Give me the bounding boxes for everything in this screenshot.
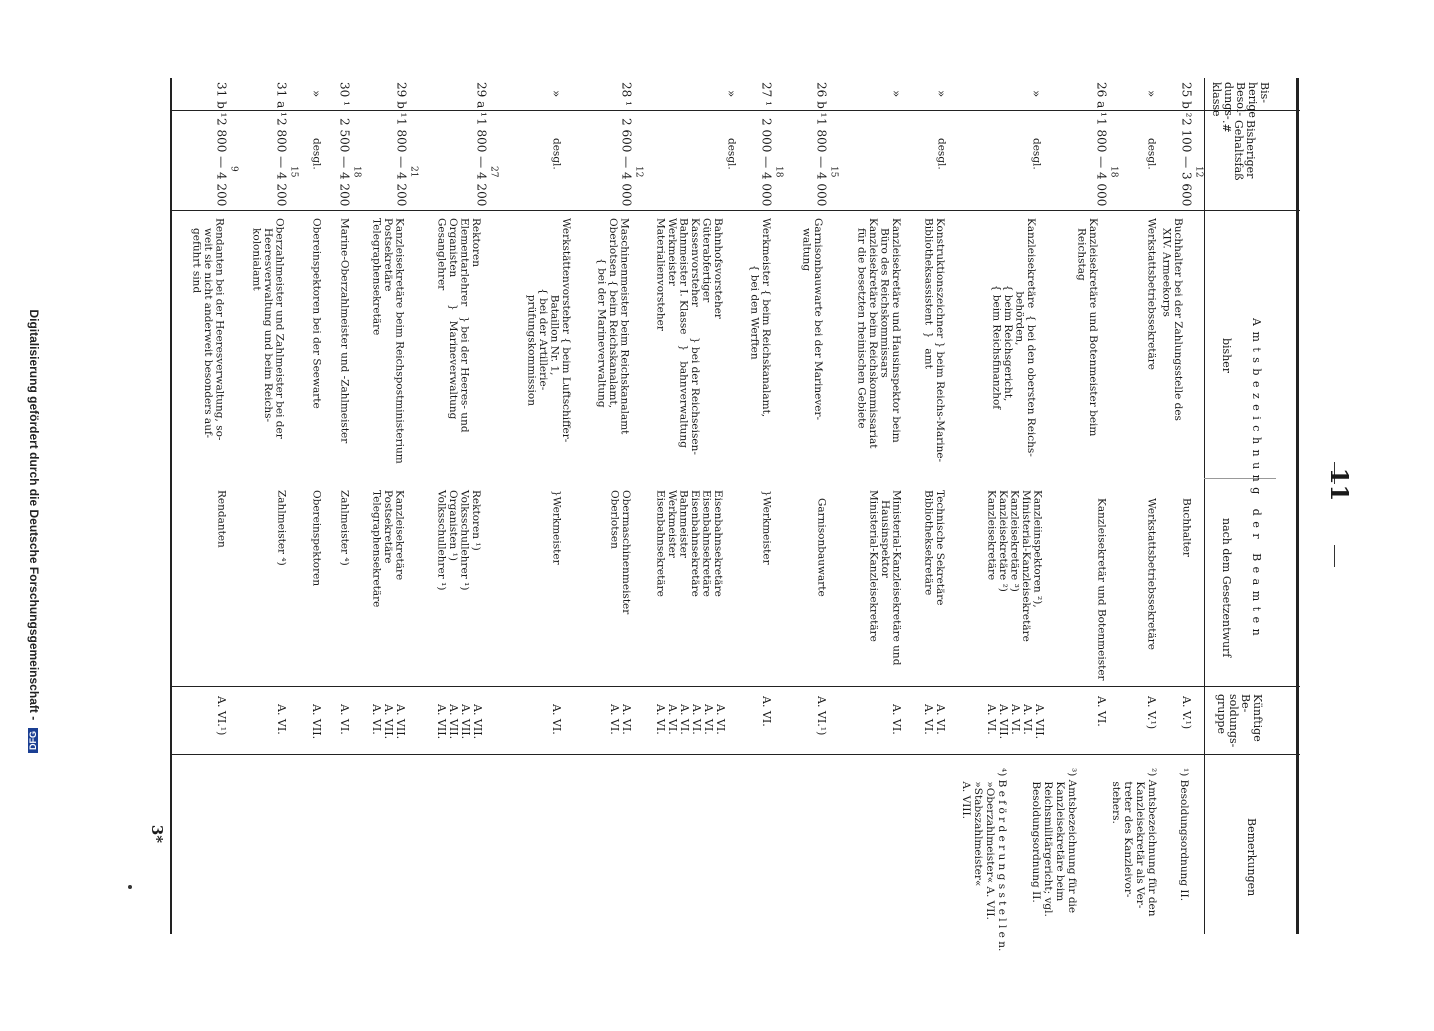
row-mark: 15 [288,166,299,178]
row-salary: desgl. [550,138,563,170]
row-title-old: Marine-Oberzahlmeister und -Zahlmeister [338,218,351,444]
row-nr: 31 b ¹ [214,82,229,118]
row-group: A. VI. A. VI. [922,704,947,735]
header-title-old: bisher [1220,338,1233,374]
row-salary: desgl. [1145,138,1158,170]
row-salary: desgl. [310,138,323,170]
row-salary: desgl. [725,138,738,170]
row-nr: 30 ¹ [337,82,352,106]
row-title-new: Zahlmeister ⁴) [275,490,288,566]
printer-signature: 3* [148,824,167,844]
row-nr: 26 a ¹ [1094,82,1109,117]
row-title-new: }Werkmeister [550,490,563,565]
row-title-old: Kanzleisekretäre beim Reichspostministerium Postsekretäre Telegraphensekretäre [370,218,406,464]
row-group: A. VII. [310,704,323,740]
row-nr: » [1144,90,1159,98]
row-title-old: Maschinenmeister beim Reichskanalamt Oberlotsen { beim Reichskanalamt, { bei der Marineverwaltung [595,218,631,435]
row-title-new: }Werkmeister [760,490,773,565]
row-salary: 1 800 — 4 200 [474,118,489,207]
header-remarks: Bemerkungen [1245,818,1258,897]
row-salary: 1 800 — 4 000 [1094,118,1109,207]
row-nr: 28 ¹ [619,82,634,106]
row-group: A. VI. [338,704,351,735]
row-salary: 2 000 — 4 000 [759,118,774,207]
row-group: A. VI.¹) [215,696,228,736]
header-group: Künftige Be- soldungs- gruppe [1215,694,1264,748]
row-salary: desgl. [1030,138,1043,170]
row-group: A. VI. [760,696,773,727]
row-title-new: Kanzleisekretär und Botenmeister [1095,498,1108,681]
digitisation-note [19,31,41,1031]
row-group: A. V.¹) [1145,696,1158,730]
header-rule [1204,78,1205,934]
row-salary: 1 800 — 4 000 [814,118,829,207]
row-salary: 2 500 — 4 200 [337,118,352,207]
row-salary: 1 800 — 4 200 [394,118,409,207]
remark-4: ⁴) B e f ö r d e r u n g s s t e l l e n. »Oberzahlmeister« A. VII. »Stabszahlmeister« A. VIII. [960,768,1008,952]
row-title-new: Kanzleisekretäre Postsekretäre Telegraphensekretäre [370,490,406,608]
row-title-old: Konstruktionszeichner } beim Reichs-Marine- Bibliotheksassistent } amt [922,218,946,463]
row-mark: 27 [488,166,499,178]
row-nr: 29 a ¹ [474,82,489,117]
row-group: A. VI. [1095,696,1108,727]
row-title-old: Werkstattsbetriebssekretäre [1145,218,1158,370]
row-group: A. VI. [890,704,903,735]
row-title-new: Garnisonbauwarte [815,498,828,597]
row-title-old: Oberzahlmeister und Zahlmeister bei der Heeresverwaltung und beim Reichs- kolonialamt [250,218,286,439]
remark-3: ³) Amtsbezeichnung für die Kanzleisekretäre beim Reichsmilitärgericht; vgl. Besoldungsordnung II. [1030,768,1078,917]
dfg-logo: DFG [28,728,38,753]
page-number: 11 [1325,467,1355,502]
row-mark: 15 [828,166,839,178]
row-salary: 2 800 — 4 200 [214,118,229,207]
row-nr: » [889,90,904,98]
row-nr: 31 a ¹ [274,82,289,117]
row-title-new: Buchhalter [1180,498,1193,557]
row-mark: 9 [228,166,239,172]
header-title-group: A m t s b e z e i c h n u n g d e r B e a m t e n [1250,318,1263,637]
header-salary: Bisheriger Gehaltsfaß .# [1220,120,1257,181]
row-title-new: Rendanten [215,490,228,548]
row-title-new: Obermaschinenmeister Oberlotsen [608,490,632,615]
header-nr: Bis- herige Besol- dungs- klasse [1210,82,1271,120]
col-sep-nr [170,110,1300,111]
row-mark: 18 [773,166,784,178]
row-title-old: Rendanten bei der Heeresverwaltung, so- weit sie nicht anderweit besonders auf- geführt sind [190,218,226,441]
row-mark: 21 [408,166,419,178]
row-group: A. VI. [550,704,563,735]
row-title-old: Kanzleisekretäre und Botenmeister beim Reichstag [1075,218,1099,437]
row-group: A. VI.¹) [815,696,828,736]
row-title-old: Bahnhofsvorsteher Güterabfertiger Kassenvorsteher } bei der Reichseisen- Bahnmeister I. Klasse } bahnverwaltung Werkmeister Materialienvorsteher [654,218,724,455]
row-title-new: Kanzleiinspektoren ²), Ministerial-Kanzleisekretäre Kanzleisekretäre ³) Kanzleisekretäre ²) Kanzleisekretäre [985,490,1044,642]
row-title-new: Ministerial-Kanzleisekretäre und Hausinspektor Ministerial-Kanzleisekretäre [867,490,903,666]
row-nr: 26 b ¹ [814,82,829,118]
row-title-old: Rektoren Elementarlehrer } bei der Heeres- und Organisten } Marineverwaltung Gesanglehrer [435,218,482,433]
col-sep-title [170,686,1300,687]
row-group: A. VI. A. VI. [608,704,633,735]
row-group: A. V.¹) [1180,696,1193,730]
remark-2: ²) Amtsbezeichnung für den Kanzleisekretär als Ver- treter des Kanzleivor- stehers. [1110,768,1158,917]
row-title-new: Eisenbahnsekretäre Eisenbahnsekretäre Eisenbahnsekretäre Bahnmeister Werkmeister Eisenbahnsekretäre [654,490,724,597]
row-title-old: Werkstättenvorsteher { beim Luftschiffer- Bataillon Nr. 1, { bei der Artillerie- prüfungskommission [525,218,572,443]
row-salary: 2 100 — 3 600 [1179,118,1194,207]
row-title-old: Buchhalter bei der Zahlungsstelle des XIV. Armeekorps [1160,218,1184,421]
digitisation-note-text: Digitalisierung gefördert durch die Deutsche Forschungsgemeinschaft - [27,309,41,721]
page-number-dash-right [1334,545,1335,567]
row-mark: 18 [1108,166,1119,178]
row-group: A. VI. [275,704,288,735]
row-title-old: Obereinspektoren bei der Seewarte [310,218,323,409]
row-group: A. VII. A. VII. A. VII. A. VII. [435,704,484,740]
row-salary: 2 600 — 4 000 [619,118,634,207]
row-mark: 12 [633,166,644,178]
row-title-old: Kanzleisekretäre und Hausinspektor beim Büro des Reichskommissars Kanzleisekretäre beim Reichskommissariat für die besetzten rheinischen Gebiete [855,218,902,449]
row-salary: desgl. [935,138,948,170]
salary-table [170,78,1300,952]
row-title-old: Garnisonbauwarte bei der Marinever- waltung [800,218,824,421]
remark-1: ¹) Besoldungsordnung II. [1178,768,1190,902]
ink-speck [128,885,132,889]
row-nr: 25 b ² [1179,82,1194,118]
row-title-old: Kanzleisekretäre { bei den obersten Reichs- behörden, { beim Reichsgericht, { beim Reichsfinanzhof [990,218,1037,457]
row-mark: 18 [351,166,362,178]
col-sep-old-new [1204,478,1276,479]
row-nr: » [549,90,564,98]
row-title-new: Zahlmeister ⁴) [338,490,351,566]
row-nr: » [1029,90,1044,98]
row-salary: 2 800 — 4 200 [274,118,289,207]
row-group: A. VII. A. VI. A. VI. A. VII. A. VI. [985,704,1046,740]
header-title-new: nach dem Gesetzentwurf [1220,518,1233,658]
row-nr: » [724,90,739,98]
row-group: A. VI. A. VI. A. VI. A. VI. A. VI. A. VI. [654,704,727,735]
col-sep-salary [170,210,1300,211]
row-title-new: Rektoren ¹) Volksschullehrer ¹) Organisten ¹) Volksschullehrer ¹) [435,490,482,591]
row-title-new: Technische Sekretäre Bibliotheksekretäre [922,490,946,606]
row-nr: 27 ¹ [759,82,774,106]
row-nr: » [934,90,949,98]
table-bottom-rule [170,78,172,934]
row-title-new: Werkstattsbetriebssekretäre [1145,498,1158,650]
row-title-old: Werkmeister { beim Reichskanalamt, { bei den Werften [748,218,772,418]
table-top-rule [1296,78,1299,934]
row-title-new: Obereinspektoren [310,490,323,587]
row-nr: 29 b ¹ [394,82,409,118]
row-group: A. VII. A. VII. A. VI. [370,704,407,740]
row-nr: » [309,90,324,98]
col-sep-group [170,754,1300,755]
row-mark: 12 [1193,166,1204,178]
